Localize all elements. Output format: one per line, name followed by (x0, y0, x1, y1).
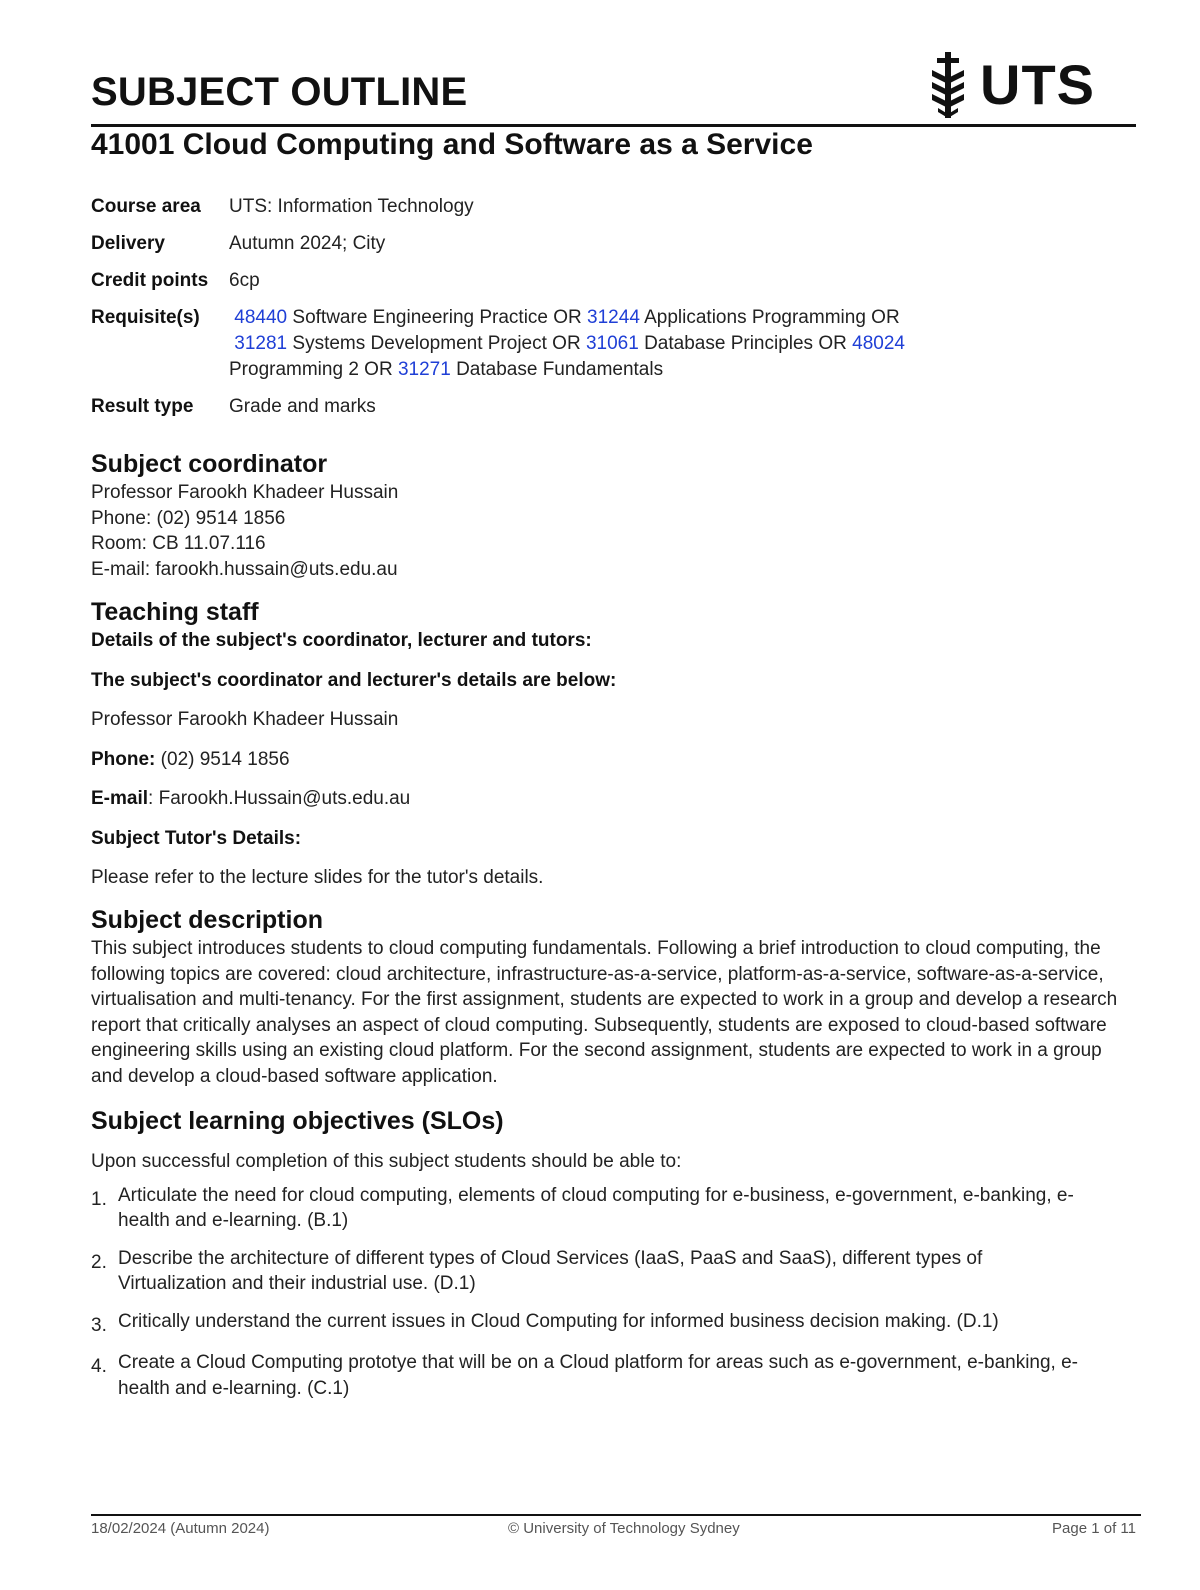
coordinator-heading: Subject coordinator (91, 450, 328, 478)
coordinator-room: Room: CB 11.07.116 (91, 533, 266, 554)
result-type-label: Result type (91, 396, 194, 417)
course-area-row (91, 194, 1091, 220)
tutor-details-heading: Subject Tutor's Details: (91, 827, 302, 849)
objective-text: Create a Cloud Computing prototye that will be on a Cloud platform for areas such as e-government, e-banking, e-health and e-learning. (C.1) (118, 1352, 1079, 1399)
document-title: SUBJECT OUTLINE (91, 70, 468, 114)
subject-title: 41001 Cloud Computing and Software as a Service (91, 128, 813, 161)
tutor-details-text: Please refer to the lecture slides for the tutor's details. (91, 867, 544, 888)
requisite-link-31061[interactable]: 31061 (585, 333, 639, 354)
teaching-staff-subheading: Details of the subject's coordinator, lecturer and tutors: (91, 630, 592, 651)
teaching-staff-section (91, 596, 1136, 891)
requisite-name: Programming 2 OR (229, 359, 398, 380)
teaching-staff-heading: Teaching staff (91, 598, 259, 626)
uts-crest-icon (928, 52, 968, 118)
footer-copyright: © University of Technology Sydney (508, 1520, 740, 1537)
requisites-value (229, 305, 949, 383)
course-area-label: Course area (91, 196, 201, 217)
coordinator-name: Professor Farookh Khadeer Hussain (91, 482, 399, 503)
list-item (91, 1350, 1136, 1401)
list-item (91, 1183, 1136, 1234)
objective-text: Describe the architecture of different types of Cloud Services (IaaS, PaaS and SaaS), different types of Virtualization and their industrial use. (D.1) (118, 1247, 983, 1294)
course-area-value: UTS: Information Technology (229, 196, 474, 217)
coordinator-section (91, 448, 1136, 582)
lecturer-phone-value: (02) 9514 1856 (155, 748, 290, 770)
requisite-link-31244[interactable]: 31244 (587, 307, 640, 328)
requisite-link-48440[interactable]: 48440 (234, 307, 288, 328)
delivery-value: Autumn 2024; City (229, 233, 386, 254)
objective-number: 2. (91, 1251, 107, 1273)
requisite-name: Database Fundamentals (450, 359, 664, 380)
requisite-name: Systems Development Project OR (287, 333, 586, 354)
lecturer-name: Professor Farookh Khadeer Hussain (91, 709, 399, 730)
requisite-link-48024[interactable]: 48024 (852, 333, 905, 354)
footer-date: 18/02/2024 (Autumn 2024) (91, 1520, 270, 1537)
list-item (91, 1309, 1136, 1339)
result-type-value: Grade and marks (229, 396, 376, 417)
lecturer-details-heading: The subject's coordinator and lecturer's details are below: (91, 669, 617, 691)
objective-number: 4. (91, 1356, 107, 1377)
objectives-heading: Subject learning objectives (SLOs) (91, 1107, 504, 1135)
requisite-name: Software Engineering Practice OR (287, 307, 588, 328)
requisite-link-31271[interactable]: 31271 (397, 359, 451, 380)
requisite-link-31281[interactable]: 31281 (234, 333, 288, 354)
list-item (91, 1246, 1136, 1297)
lecturer-phone (91, 747, 1136, 773)
objectives-intro: Upon successful completion of this subject students should be able to: (91, 1151, 682, 1172)
objective-number: 3. (91, 1314, 107, 1336)
objectives-section (91, 1105, 1136, 1413)
credit-points-label: Credit points (91, 270, 209, 291)
coordinator-email: E-mail: farookh.hussain@uts.edu.au (91, 558, 398, 580)
uts-logo-text: UTS (980, 53, 1095, 116)
lecturer-email-label: E-mail (91, 788, 149, 809)
credit-points-value: 6cp (229, 270, 260, 291)
requisites-label: Requisite(s) (91, 307, 200, 328)
objective-text: Critically understand the current issues in Cloud Computing for informed business decision making. (D.1) (118, 1310, 999, 1332)
result-type-row (91, 394, 1091, 420)
footer-divider (91, 1514, 1141, 1516)
footer-page-number: Page 1 of 11 (1052, 1520, 1136, 1537)
description-text: This subject introduces students to cloud computing fundamentals. Following a brief introduction to cloud computing, the following topics are covered: cloud architecture, infrastructure-as-a-service, platform-as-a-service, software-as-a-service, virtualisation and multi-tenancy. For the first assignment, students are expected to work in a group and develop a research report that critically analyses an aspect of cloud computing. Subsequently, students are exposed to cloud-based software engineering skills using an existing cloud platform. For the second assignment, students are expected to work in a group and develop a cloud-based software application. (91, 938, 1118, 1087)
uts-logo (928, 52, 1095, 118)
objective-number: 1. (91, 1188, 107, 1210)
subject-info-table (91, 194, 1091, 431)
requisite-name: Applications Programming OR (639, 307, 900, 328)
objective-text: Articulate the need for cloud computing, elements of cloud computing for e-business, e-government, e-banking, e-health and e-learning. (B.1) (118, 1184, 1074, 1231)
header-divider (91, 124, 1136, 127)
lecturer-phone-label: Phone: (91, 748, 156, 770)
description-section (91, 904, 1136, 1089)
delivery-label: Delivery (91, 233, 165, 254)
requisites-row (91, 305, 1091, 383)
coordinator-phone: Phone: (02) 9514 1856 (91, 507, 286, 529)
requisite-name: Database Principles OR (638, 333, 853, 354)
lecturer-email-value: : Farookh.Hussain@uts.edu.au (148, 788, 411, 809)
lecturer-email (91, 786, 1136, 812)
delivery-row (91, 231, 1091, 257)
description-heading: Subject description (91, 906, 323, 934)
objectives-list (91, 1183, 1136, 1402)
credit-points-row (91, 268, 1091, 294)
